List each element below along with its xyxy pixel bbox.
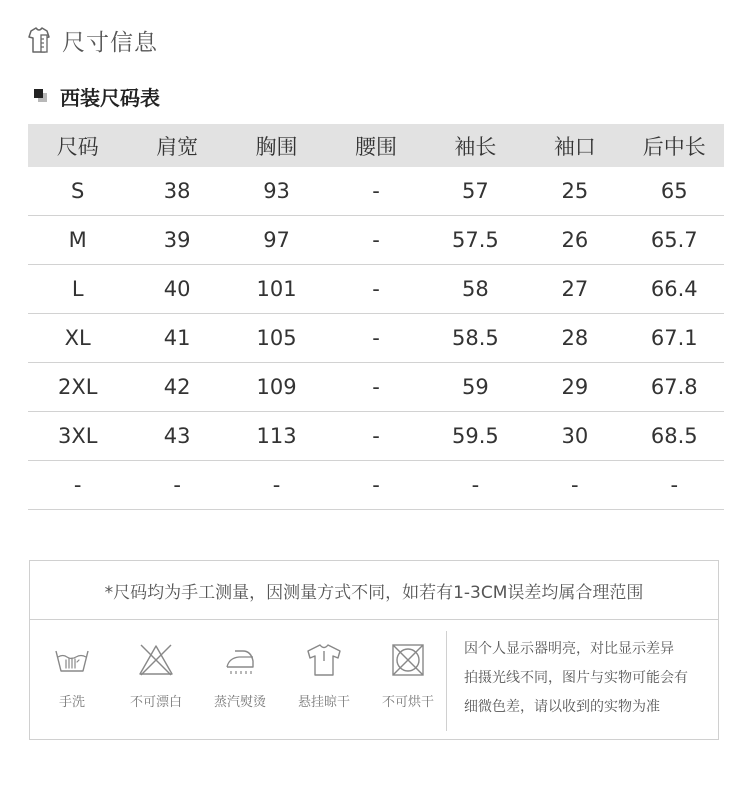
table-cell: 67.8 [625,363,724,412]
size-table [28,124,724,510]
table-cell: - [326,265,425,314]
table-cell: - [227,461,326,510]
table-cell: 2XL [28,363,127,412]
table-cell: 28 [525,314,624,363]
table-cell: 58.5 [426,314,525,363]
column-header: 后中长 [625,124,724,167]
table-cell: - [326,216,425,265]
table-cell: 38 [127,167,226,216]
tshirt-ruler-icon [24,24,56,56]
steam-iron-icon [221,641,259,679]
table-cell: 43 [127,412,226,461]
table-row [28,167,724,216]
column-header: 腰围 [326,124,425,167]
table-cell: 59.5 [426,412,525,461]
hang-dry-icon [305,641,343,679]
table-cell: - [426,461,525,510]
table-cell: 26 [525,216,624,265]
table-row [28,461,724,510]
table-cell: 65 [625,167,724,216]
table-cell: 68.5 [625,412,724,461]
table-cell: 113 [227,412,326,461]
table-cell: 39 [127,216,226,265]
table-cell: 59 [426,363,525,412]
table-cell: 93 [227,167,326,216]
table-cell: 3XL [28,412,127,461]
table-row [28,363,724,412]
color-difference-note [464,635,714,722]
column-header: 尺码 [28,124,127,167]
square-bullet-icon [34,89,48,103]
table-cell: 57.5 [426,216,525,265]
column-header: 袖口 [525,124,624,167]
table-cell: 105 [227,314,326,363]
section-subheader [34,83,160,109]
care-label: 蒸汽熨烫 [213,695,266,710]
table-cell: - [625,461,724,510]
hand-wash-icon [53,641,91,679]
no-bleach-icon [137,641,175,679]
table-cell: - [127,461,226,510]
table-cell: - [326,314,425,363]
table-cell: 29 [525,363,624,412]
table-row [28,265,724,314]
disclaimer-bar [30,561,718,620]
care-instructions [30,619,450,739]
care-label: 不可漂白 [129,695,182,710]
care-label: 不可烘干 [381,695,434,710]
section-header [24,24,158,56]
table-cell: 41 [127,314,226,363]
size-table-title: 西装尺码表 [60,85,160,110]
column-header: 袖长 [426,124,525,167]
care-notes-box [29,560,719,740]
table-cell: XL [28,314,127,363]
table-cell: 66.4 [625,265,724,314]
table-cell: 25 [525,167,624,216]
table-cell: S [28,167,127,216]
table-cell: - [326,363,425,412]
table-cell: 30 [525,412,624,461]
table-cell: 109 [227,363,326,412]
table-cell: L [28,265,127,314]
divider [446,631,447,731]
column-header: 胸围 [227,124,326,167]
table-row [28,314,724,363]
table-cell: 57 [426,167,525,216]
table-cell: - [28,461,127,510]
column-header: 肩宽 [127,124,226,167]
table-cell: 65.7 [625,216,724,265]
table-cell: - [326,167,425,216]
table-cell: 58 [426,265,525,314]
note-line: 细微色差，请以收到的实物为准 [464,699,660,715]
table-cell: 27 [525,265,624,314]
note-line: 因个人显示器明亮，对比显示差异 [464,641,674,657]
care-label: 手洗 [58,695,85,710]
table-cell: - [326,461,425,510]
table-cell: 101 [227,265,326,314]
note-line: 拍摄光线不同，图片与实物可能会有 [464,670,688,686]
header-title: 尺寸信息 [62,29,158,56]
table-cell: - [525,461,624,510]
table-header-row [28,124,724,167]
table-cell: - [326,412,425,461]
no-tumble-dry-icon [389,641,427,679]
table-row [28,412,724,461]
table-row [28,216,724,265]
care-label: 悬挂晾干 [297,695,350,710]
table-cell: 40 [127,265,226,314]
measurement-disclaimer: *尺码均为手工测量，因测量方式不同，如若有1-3CM误差均属合理范围 [104,582,644,603]
table-cell: 97 [227,216,326,265]
table-cell: M [28,216,127,265]
table-cell: 42 [127,363,226,412]
table-cell: 67.1 [625,314,724,363]
